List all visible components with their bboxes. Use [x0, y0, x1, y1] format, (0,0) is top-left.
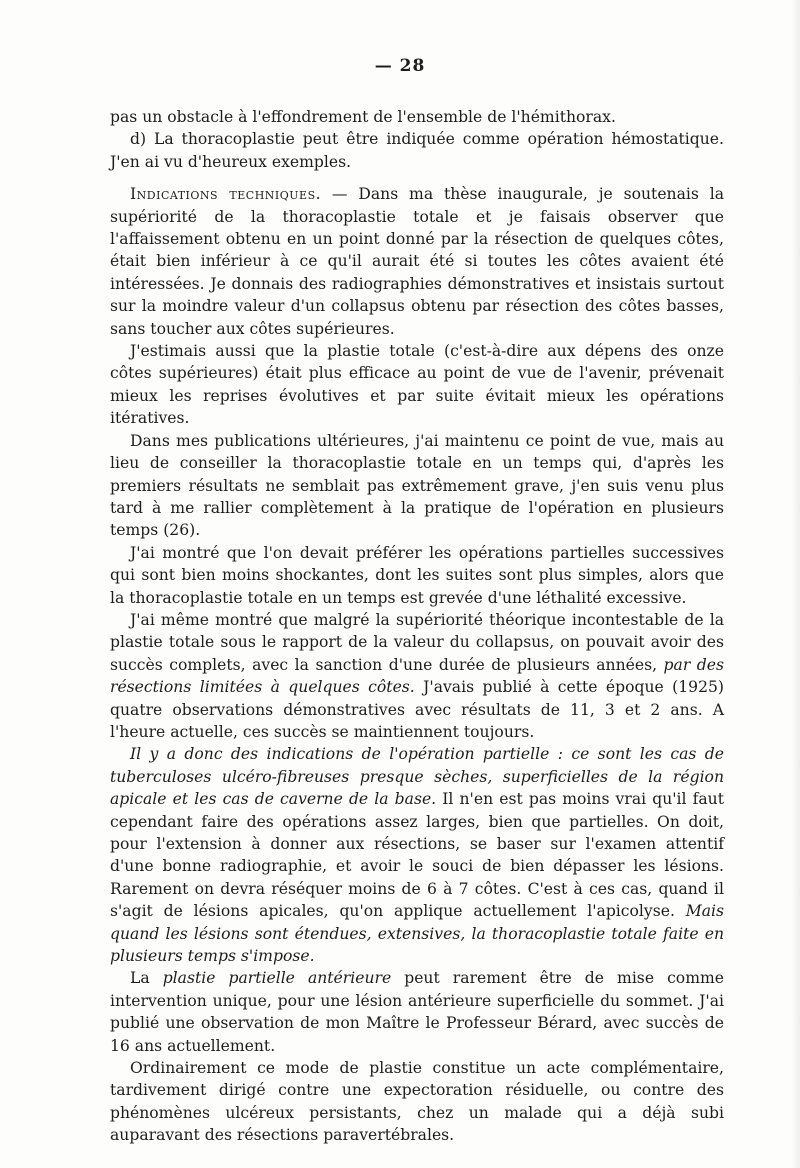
paragraph-anterior-plasty — [110, 967, 724, 1057]
paragraph-hemostatic — [110, 128, 724, 173]
body-text — [110, 106, 724, 1147]
paragraph-continuation — [110, 106, 724, 128]
paragraph-technical-indications — [110, 183, 724, 340]
page-number: — 28 — [374, 56, 426, 76]
paragraph-publications — [110, 430, 724, 542]
italic-text: Mais quand les lésions sont étendues, extensives, la thoracoplastie totale faite en plusieurs temps s'impose. — [110, 902, 724, 966]
paragraph-text: La — [130, 969, 163, 988]
paragraph-text: Il n'en est pas moins vrai qu'il faut cependant faire des opérations assez larges, bien que partielles. On doit, pour l'extension à donner aux résections, se baser sur l'examen attentif d'une bonne radiographie, et avoir le souci de bien dépasser les lésions. Rarement on devra réséquer moins de 6 à 7 côtes. C'est à ces cas, quand il s'agit de lésions apicales, qu'on applique actuellement l'apicolyse. — [110, 790, 724, 921]
paragraph-total-plasty — [110, 340, 724, 430]
paragraph-text: pas un obstacle à l'effondrement de l'ensemble de l'hémithorax. — [110, 108, 616, 126]
paragraph-text: — Dans ma thèse inaugurale, je soutenais la supériorité de la thoracoplastie totale et je faisais observer que l'affaissement obtenu en un point donné par la résection de quelques côtes, était bien inférieur à ce qu'il aurait été si toutes les côtes avaient été intéressées. Je donnais des radiographies démonstratives et insistais surtout sur la moindre valeur d'un collapsus obtenu par résection des côtes basses, sans toucher aux côtes supérieures. — [110, 185, 725, 338]
italic-text: plastie partielle antérieure — [162, 969, 392, 988]
paragraph-text: J'avais publié à cette époque (1925) quatre observations démonstratives avec résultats de 11, 3 et 2 ans. A l'heure actuelle, ces succès se maintiennent toujours. — [110, 678, 724, 741]
section-heading: Indications techniques. — [130, 185, 322, 204]
paragraph-text: peut rarement être de mise comme intervention unique, pour une lésion antérieure superficielle du sommet. J'ai publié une observation de mon Maître le Professeur Bérard, avec succès de 16 ans actuellement. — [110, 969, 725, 1055]
paragraph-limited-resections — [110, 609, 724, 743]
italic-text: Il y a donc des indications de l'opération partielle : ce sont les cas de tuberculoses ulcéro-fibreuses presque sèches, superficielles de la région apicale et les cas de caverne de la base. — [110, 745, 724, 809]
paragraph-text: J'ai même montré que malgré la supériorité théorique incontestable de la plastie totale sous le rapport de la valeur du collapsus, on pouvait avoir des succès complets, avec la sanction d'une durée de plusieurs années, — [110, 610, 724, 674]
paragraph-complementary-act — [110, 1057, 724, 1147]
paragraph-text: J'ai montré que l'on devait préférer les opérations partielles successives qui sont bien moins shockantes, dont les suites sont plus simples, alors que la thoracoplastie totale en un temps est grevée d'une léthalité excessive. — [110, 543, 724, 607]
paragraph-text: Dans mes publications ultérieures, j'ai maintenu ce point de vue, mais au lieu de conseiller la thoracoplastie totale en un temps qui, d'après les premiers résultats ne semblait pas extrêmement grave, j'en suis venu plus tard à me rallier complètement à la pratique de l'opération en plusieurs temps (26). — [110, 431, 724, 540]
paragraph-partial-operations — [110, 542, 724, 609]
paragraph-text: Ordinairement ce mode de plastie constitue un acte complémentaire, tardivement dirigé contre une expectoration résiduelle, ou contre des phénomènes ulcéreux persistants, chez un malade qui a déjà subi auparavant des résections paravertébrales. — [110, 1059, 724, 1145]
paragraph-partial-indications — [110, 743, 724, 967]
paragraph-text: d) La thoracoplastie peut être indiquée comme opération hémostatique. J'en ai vu d'heureux exemples. — [110, 130, 724, 171]
paragraph-text: J'estimais aussi que la plastie totale (c'est-à-dire aux dépens des onze côtes supérieures) était plus efficace au point de vue de l'avenir, prévenait mieux les reprises évolutives et par suite évitait mieux les opérations itératives. — [110, 342, 724, 428]
italic-text: par des résections limitées à quelques côtes. — [110, 655, 725, 697]
page-edge-shadow — [792, 0, 800, 1168]
